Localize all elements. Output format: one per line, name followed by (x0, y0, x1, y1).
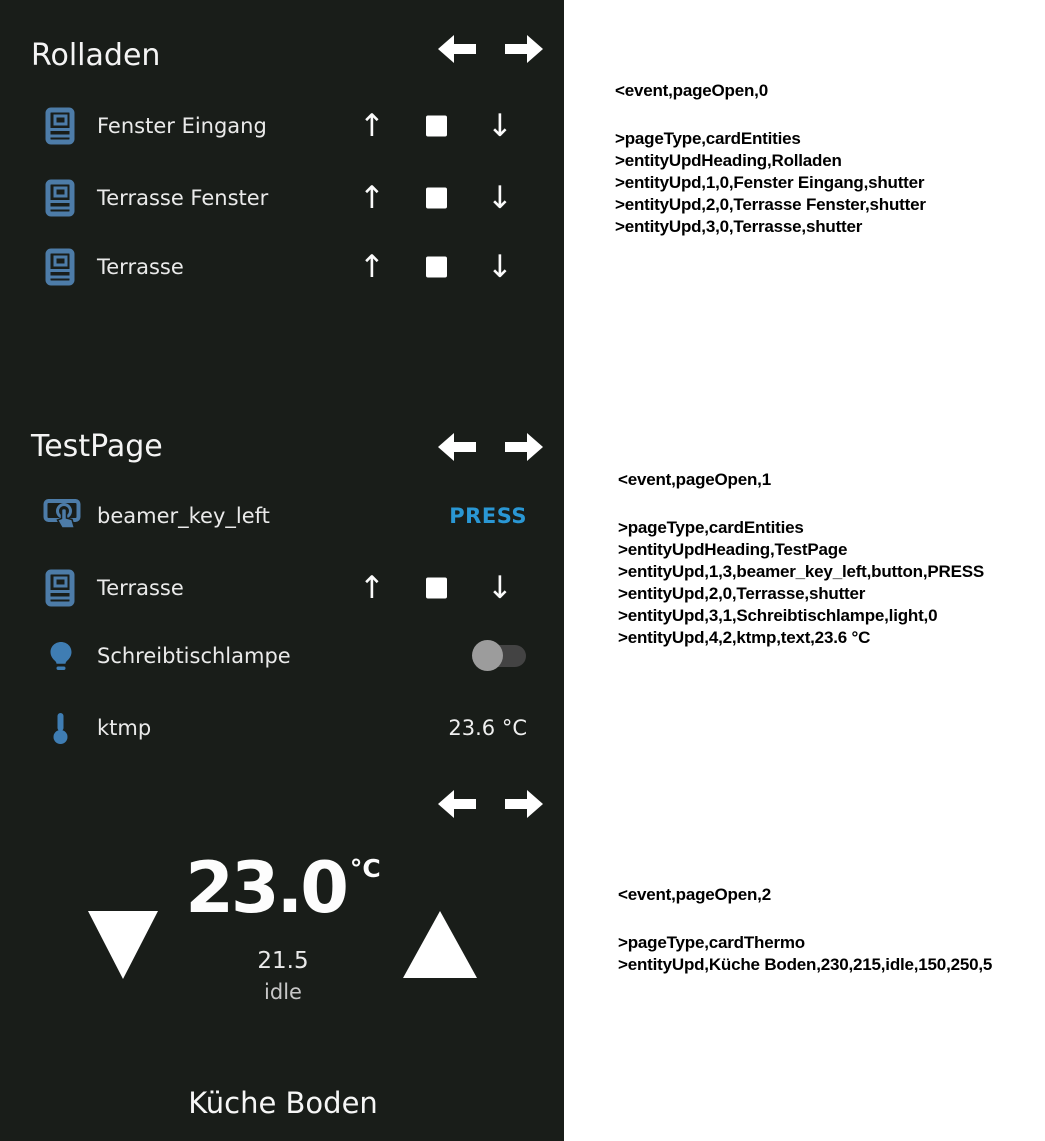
text-entity-value: 23.6 °C (448, 716, 527, 740)
window-shutter-icon (45, 179, 75, 217)
entity-row (0, 562, 564, 614)
entity-label: Schreibtischlampe (97, 644, 291, 668)
thermostat-heading: Küche Boden (188, 1086, 378, 1120)
entity-label: Fenster Eingang (97, 114, 267, 138)
shutter-stop-button[interactable] (426, 578, 447, 599)
thermometer-icon (53, 712, 68, 745)
annotation-block-page1 (618, 469, 984, 649)
annotation-line: >entityUpd,2,0,Terrasse Fenster,shutter (615, 195, 926, 214)
entity-label: ktmp (97, 716, 152, 740)
entity-row (0, 241, 564, 293)
arrow-left-bold-icon (438, 789, 476, 819)
annotation-line: >pageType,cardEntities (618, 518, 804, 537)
light-toggle-switch[interactable] (472, 640, 528, 671)
annotation-line: >entityUpd,2,0,Terrasse,shutter (618, 584, 866, 603)
annotation-line: >entityUpd,3,1,Schreibtischlampe,light,0 (618, 606, 938, 625)
arrow-left-bold-icon (438, 432, 476, 462)
shutter-stop-button[interactable] (426, 116, 447, 137)
entity-label: beamer_key_left (97, 504, 270, 528)
temperature-unit: °C (349, 854, 381, 883)
nav-previous-button[interactable] (438, 789, 476, 819)
entity-row (0, 100, 564, 152)
annotation-event-line: <event,pageOpen,0 (615, 81, 768, 100)
shutter-down-button[interactable]: ↓ (487, 249, 513, 285)
gesture-tap-button-icon (43, 497, 81, 535)
window-shutter-icon (45, 248, 75, 286)
annotation-line: >entityUpdHeading,TestPage (618, 540, 848, 559)
lightbulb-icon (48, 641, 74, 672)
thermostat-state: idle (264, 980, 302, 1004)
entity-label: Terrasse (97, 576, 184, 600)
shutter-down-button[interactable]: ↓ (487, 570, 513, 606)
nav-previous-button[interactable] (438, 34, 476, 64)
window-shutter-icon (45, 569, 75, 607)
shutter-down-button[interactable]: ↓ (487, 180, 513, 216)
nav-next-button[interactable] (505, 789, 543, 819)
entity-row (0, 490, 564, 542)
annotation-block-page2 (618, 884, 992, 976)
current-temperature-value: 23.0 (185, 847, 346, 929)
shutter-up-button[interactable]: ↑ (359, 108, 385, 144)
annotation-line: >pageType,cardEntities (615, 129, 801, 148)
arrow-right-bold-icon (505, 34, 543, 64)
window-shutter-icon (45, 107, 75, 145)
annotation-line: >entityUpd,Küche Boden,230,215,idle,150,250,5 (618, 955, 993, 974)
card-heading-rolladen: Rolladen (31, 38, 161, 73)
annotation-event-line: <event,pageOpen,2 (618, 885, 771, 904)
entity-row (0, 702, 564, 754)
annotation-line: >entityUpdHeading,Rolladen (615, 151, 842, 170)
annotation-event-line: <event,pageOpen,1 (618, 470, 771, 489)
shutter-stop-button[interactable] (426, 188, 447, 209)
shutter-stop-button[interactable] (426, 257, 447, 278)
nav-previous-button[interactable] (438, 432, 476, 462)
entity-label: Terrasse (97, 255, 184, 279)
toggle-knob (472, 640, 503, 671)
annotation-line: >pageType,cardThermo (618, 933, 805, 952)
shutter-up-button[interactable]: ↑ (359, 180, 385, 216)
annotation-line: >entityUpd,4,2,ktmp,text,23.6 °C (618, 628, 871, 647)
shutter-down-button[interactable]: ↓ (487, 108, 513, 144)
annotation-line: >entityUpd,3,0,Terrasse,shutter (615, 217, 863, 236)
press-button[interactable]: PRESS (449, 504, 527, 528)
shutter-up-button[interactable]: ↑ (359, 570, 385, 606)
arrow-right-bold-icon (505, 789, 543, 819)
target-temperature: 21.5 (257, 948, 309, 974)
annotation-block-page0 (615, 80, 926, 238)
arrow-left-bold-icon (438, 34, 476, 64)
annotation-line: >entityUpd,1,3,beamer_key_left,button,PRESS (618, 562, 984, 581)
entity-label: Terrasse Fenster (97, 186, 269, 210)
nav-next-button[interactable] (505, 34, 543, 64)
annotation-line: >entityUpd,1,0,Fenster Eingang,shutter (615, 173, 925, 192)
card-heading-testpage: TestPage (31, 429, 163, 464)
current-temperature (143, 847, 423, 929)
nav-next-button[interactable] (505, 432, 543, 462)
shutter-up-button[interactable]: ↑ (359, 249, 385, 285)
arrow-right-bold-icon (505, 432, 543, 462)
entity-row (0, 172, 564, 224)
